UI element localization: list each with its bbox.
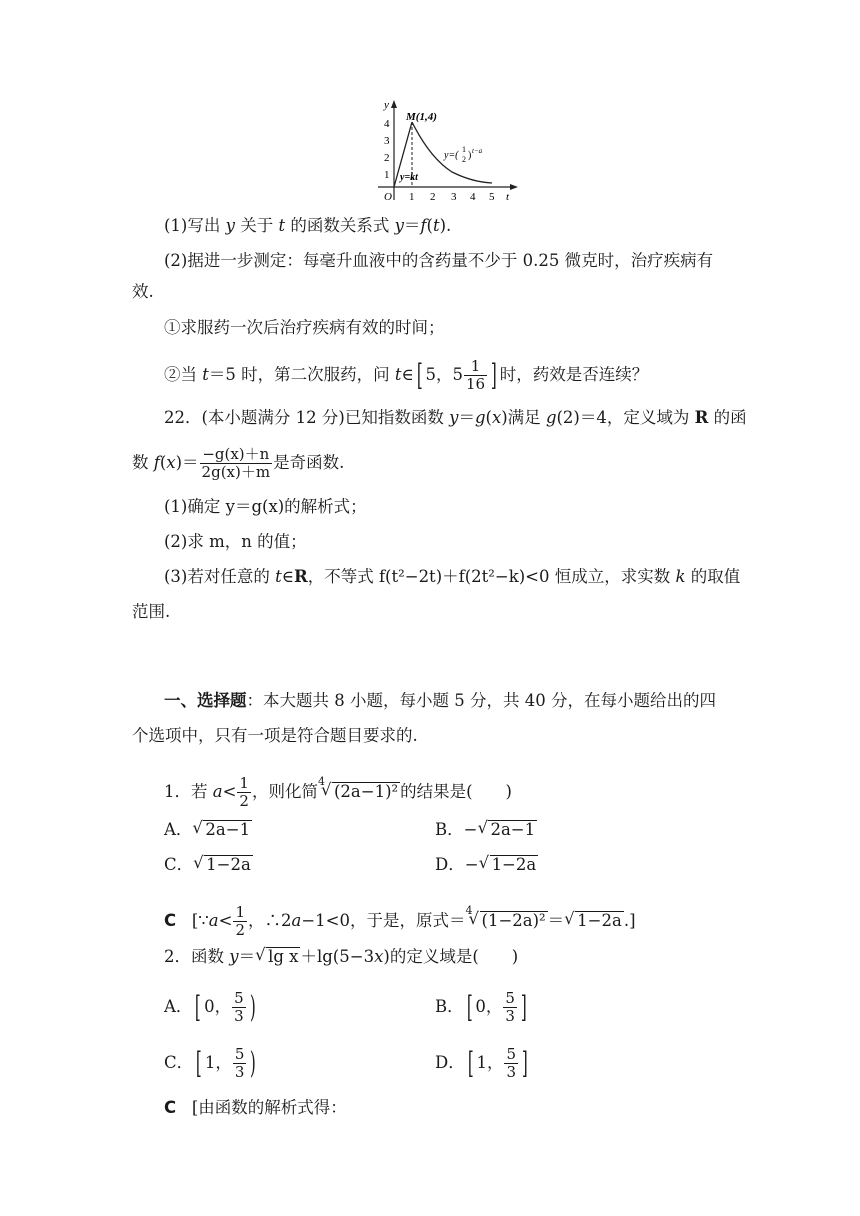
curve2-label xyxy=(443,145,483,164)
svg-text:2: 2 xyxy=(462,155,466,164)
t-ticks xyxy=(409,191,495,203)
y-tick: 2 xyxy=(384,152,390,164)
point-label: M(1,4) xyxy=(406,111,437,123)
q22-part2: (2)求 m，n 的值； xyxy=(164,532,307,551)
section-title: 一、选择题 xyxy=(164,691,247,710)
y-tick: 1 xyxy=(384,169,390,181)
q2-option-c: C．[ 1， $\frac{5}{3}$ ) xyxy=(164,1045,257,1081)
t-axis-label: t xyxy=(506,191,510,203)
q22-head: 22．(本小题满分 12 分)已知指数函数 y＝g(x)满足 g(2)＝4，定义域为 R 的函 xyxy=(164,408,747,427)
svg-text:1: 1 xyxy=(462,145,466,154)
q1-option-d: D．−√ 1−2a xyxy=(435,854,538,876)
q22-line2: 数 f(x)＝ $\frac{-g(x)+n}{2g(x)+m}$ 是奇函数. xyxy=(132,445,345,481)
q21-part2-sub1: ①求服药一次后治疗疾病有效的时间； xyxy=(164,318,445,337)
t-tick: 3 xyxy=(451,191,457,203)
y-tick: 4 xyxy=(384,118,390,130)
q22-part3-line2: 范围. xyxy=(132,602,171,621)
section-heading: 一、选择题：本大题共 8 小题，每小题 5 分，共 40 分，在每小题给出的四 xyxy=(164,691,716,710)
svg-text:): ) xyxy=(468,150,472,161)
q1-option-a: A．√ 2a−1 xyxy=(164,819,252,841)
q1-option-b: B．−√ 2a−1 xyxy=(435,819,537,841)
q2-option-a: A．[ 0， $\frac{5}{3}$ ) xyxy=(164,989,256,1025)
q2-stem: 2．函数 y＝√ lg x ＋lg(5−3x)的定义域是( ) xyxy=(164,946,518,968)
q22-part3: (3)若对任意的 t∈R，不等式 f(t²−2t)＋f(2t²−k)<0 恒成立，求实数 k 的取值 xyxy=(164,567,741,586)
t-tick: 5 xyxy=(489,191,495,203)
q1-option-c: C．√ 1−2a xyxy=(164,854,253,876)
drug-concentration-graph xyxy=(372,96,522,208)
y-ticks xyxy=(384,118,390,181)
y-axis-arrow xyxy=(391,100,397,108)
q1-answer: C xyxy=(164,911,177,930)
y-axis-label: y xyxy=(384,99,389,111)
q2-explanation: C [由函数的解析式得： xyxy=(164,1098,347,1117)
t-axis-arrow xyxy=(510,184,518,190)
q21-part2-line1: (2)据进一步测定：每毫升血液中的含药量不少于 0.25 微克时，治疗疾病有 xyxy=(164,251,714,270)
curve1-label: y=kt xyxy=(400,172,418,183)
q21-part1: (1)写出 y 关于 t 的函数关系式 y＝f(t). xyxy=(164,216,452,235)
t-tick: 4 xyxy=(470,191,476,203)
t-tick: 2 xyxy=(430,191,436,203)
q1-explanation: C [∵a< $\frac{1}{2}$ ，∴2a−1<0，于是，原式＝$^4$√ (1−2a)² ＝√ 1−2a .] xyxy=(164,900,636,939)
y-tick: 3 xyxy=(384,135,390,147)
origin-label: O xyxy=(384,191,392,203)
q22-part1: (1)确定 y＝g(x)的解析式； xyxy=(164,497,367,516)
q21-part2-line2: 效. xyxy=(132,282,154,301)
section-heading-line2: 个选项中，只有一项是符合题目要求的. xyxy=(132,726,418,745)
svg-text:y=(: y=( xyxy=(444,150,459,161)
q1-stem: 1．若 a< $\frac{1}{2}$ ，则化简$^4$√ (2a−1)² 的结果是( ) xyxy=(164,771,512,810)
svg-text:t−a: t−a xyxy=(472,147,483,155)
q2-answer: C xyxy=(164,1098,177,1117)
q2-option-d: D．[ 1， $\frac{5}{3}$ ] xyxy=(435,1045,528,1081)
q2-option-b: B．[ 0， $\frac{5}{3}$ ] xyxy=(435,989,527,1025)
q21-part2-sub2: ②当 t＝5 时，第二次服药，问 t∈[ 5，5 $\frac{1}{16}$ ] 时，药效是否连续？ xyxy=(164,357,649,393)
t-tick: 1 xyxy=(409,191,415,203)
